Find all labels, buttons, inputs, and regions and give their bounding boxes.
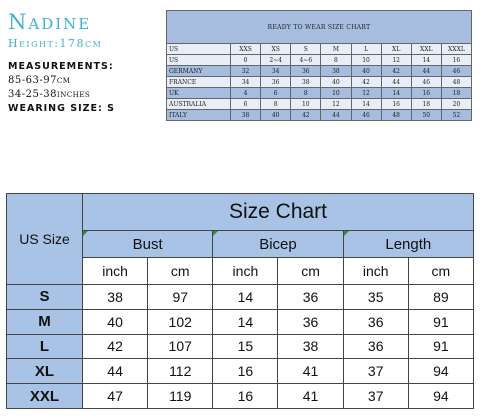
conversion-cell: US <box>167 55 231 66</box>
table-cell: 14 <box>213 309 278 334</box>
table-cell: 44 <box>83 359 148 384</box>
conversion-cell: 8 <box>261 99 291 110</box>
conversion-cell: 8 <box>321 55 351 66</box>
table-cell: 119 <box>148 384 213 409</box>
table-cell: 112 <box>148 359 213 384</box>
conversion-cell: 34 <box>261 66 291 77</box>
conversion-header-cell: L <box>351 44 381 55</box>
conversion-cell: 20 <box>441 99 471 110</box>
unit-header: cm <box>278 258 343 285</box>
unit-header: inch <box>83 258 148 285</box>
conversion-cell: 44 <box>321 110 351 121</box>
table-cell: 107 <box>148 334 213 359</box>
conversion-header-cell: XS <box>261 44 291 55</box>
table-cell: 89 <box>408 284 473 309</box>
conversion-row-france <box>167 77 472 88</box>
conversion-header-cell: XXL <box>411 44 441 55</box>
table-cell: 15 <box>213 334 278 359</box>
conversion-cell: 14 <box>411 55 441 66</box>
measurements-cm: 85-63-97cm <box>8 75 71 86</box>
table-cell: 37 <box>343 384 408 409</box>
table-cell: 36 <box>343 334 408 359</box>
table-cell: 42 <box>83 334 148 359</box>
table-cell: 41 <box>278 384 343 409</box>
table-cell: 36 <box>278 284 343 309</box>
conversion-cell: 36 <box>291 66 321 77</box>
conversion-cell: 6 <box>231 99 261 110</box>
conversion-cell: 42 <box>351 77 381 88</box>
conversion-cell: 38 <box>231 110 261 121</box>
conversion-cell: 46 <box>441 66 471 77</box>
measurements-label: MEASUREMENTS: <box>8 61 114 72</box>
size-label: XXL <box>7 384 83 409</box>
conversion-cell: UK <box>167 88 231 99</box>
conversion-cell: 48 <box>381 110 411 121</box>
conversion-cell: 38 <box>321 66 351 77</box>
conversion-cell: 4~6 <box>291 55 321 66</box>
conversion-row-australia <box>167 99 472 110</box>
conversion-cell: 4 <box>231 88 261 99</box>
conversion-cell: 12 <box>351 88 381 99</box>
conversion-cell: 38 <box>291 77 321 88</box>
conversion-header-row <box>167 44 472 55</box>
us-size-header: US Size <box>7 194 83 285</box>
conversion-cell: 46 <box>411 77 441 88</box>
conversion-cell: 18 <box>441 88 471 99</box>
conversion-cell: 8 <box>291 88 321 99</box>
wearing-size: WEARING SIZE: S <box>8 103 115 114</box>
size-label: M <box>7 309 83 334</box>
conversion-cell: 16 <box>381 99 411 110</box>
conversion-cell: 0 <box>231 55 261 66</box>
conversion-cell: 12 <box>381 55 411 66</box>
conversion-cell: 40 <box>351 66 381 77</box>
conversion-cell: 40 <box>321 77 351 88</box>
size-conversion-chart <box>166 10 472 121</box>
conversion-cell: 14 <box>351 99 381 110</box>
corner-marker <box>83 231 88 236</box>
conversion-header-cell: XXS <box>231 44 261 55</box>
table-cell: 47 <box>83 384 148 409</box>
model-name: Nadine <box>8 10 92 34</box>
conversion-header-cell: XL <box>381 44 411 55</box>
group-header-length <box>343 231 473 258</box>
size-chart <box>6 193 474 409</box>
corner-marker <box>213 231 218 236</box>
conversion-cell: GERMANY <box>167 66 231 77</box>
table-cell: 94 <box>408 384 473 409</box>
conversion-cell: 6 <box>261 88 291 99</box>
conversion-cell: 42 <box>381 66 411 77</box>
conversion-cell: 52 <box>441 110 471 121</box>
conversion-header-cell: M <box>321 44 351 55</box>
conversion-cell: 18 <box>411 99 441 110</box>
table-cell: 37 <box>343 359 408 384</box>
group-label: Length <box>385 235 432 253</box>
conversion-header-cell: S <box>291 44 321 55</box>
table-row <box>7 284 474 309</box>
table-cell: 102 <box>148 309 213 334</box>
conversion-cell: 46 <box>351 110 381 121</box>
conversion-cell: 16 <box>441 55 471 66</box>
table-cell: 40 <box>83 309 148 334</box>
conversion-cell: 2~4 <box>261 55 291 66</box>
size-label: S <box>7 284 83 309</box>
group-label: Bicep <box>259 235 297 253</box>
model-height: Height:178cm <box>8 37 103 50</box>
table-cell: 16 <box>213 384 278 409</box>
conversion-cell: FRANCE <box>167 77 231 88</box>
conversion-cell: 12 <box>321 99 351 110</box>
table-row <box>7 334 474 359</box>
conversion-cell: 42 <box>291 110 321 121</box>
table-cell: 41 <box>278 359 343 384</box>
conversion-cell: 36 <box>261 77 291 88</box>
conversion-row-uk <box>167 88 472 99</box>
size-label: XL <box>7 359 83 384</box>
conversion-cell: 40 <box>261 110 291 121</box>
conversion-cell: 14 <box>381 88 411 99</box>
conversion-row-us <box>167 55 472 66</box>
conversion-cell: 48 <box>441 77 471 88</box>
table-cell: 38 <box>278 334 343 359</box>
table-row <box>7 384 474 409</box>
conversion-cell: 44 <box>411 66 441 77</box>
table-cell: 35 <box>343 284 408 309</box>
conversion-cell: 32 <box>231 66 261 77</box>
unit-header: cm <box>408 258 473 285</box>
size-chart-title: Size Chart <box>83 194 474 231</box>
conversion-row-germany <box>167 66 472 77</box>
group-header-bicep <box>213 231 343 258</box>
table-cell: 36 <box>343 309 408 334</box>
conversion-cell: ITALY <box>167 110 231 121</box>
conversion-header-cell: XXXL <box>441 44 471 55</box>
table-cell: 97 <box>148 284 213 309</box>
measurements-inches: 34-25-38inches <box>8 89 91 100</box>
conversion-row-italy <box>167 110 472 121</box>
model-info <box>8 10 158 116</box>
conversion-cell: 10 <box>321 88 351 99</box>
conversion-cell: 34 <box>231 77 261 88</box>
model-measurements <box>8 60 158 116</box>
conversion-cell: 44 <box>381 77 411 88</box>
conversion-cell: 16 <box>411 88 441 99</box>
conversion-cell: 50 <box>411 110 441 121</box>
unit-header: cm <box>148 258 213 285</box>
conversion-cell: AUSTRALIA <box>167 99 231 110</box>
conversion-cell: 10 <box>351 55 381 66</box>
table-cell: 14 <box>213 284 278 309</box>
table-cell: 16 <box>213 359 278 384</box>
table-row <box>7 309 474 334</box>
conversion-cell: 10 <box>291 99 321 110</box>
table-cell: 36 <box>278 309 343 334</box>
group-label: Bust <box>132 235 163 253</box>
conversion-header-cell: US <box>167 44 231 55</box>
corner-marker <box>344 231 349 236</box>
unit-header: inch <box>343 258 408 285</box>
table-cell: 38 <box>83 284 148 309</box>
unit-header: inch <box>213 258 278 285</box>
size-label: L <box>7 334 83 359</box>
table-cell: 94 <box>408 359 473 384</box>
table-row <box>7 359 474 384</box>
table-cell: 91 <box>408 309 473 334</box>
table-cell: 91 <box>408 334 473 359</box>
conversion-chart-title: READY TO WEAR SIZE CHART <box>167 11 472 44</box>
group-header-bust <box>83 231 213 258</box>
